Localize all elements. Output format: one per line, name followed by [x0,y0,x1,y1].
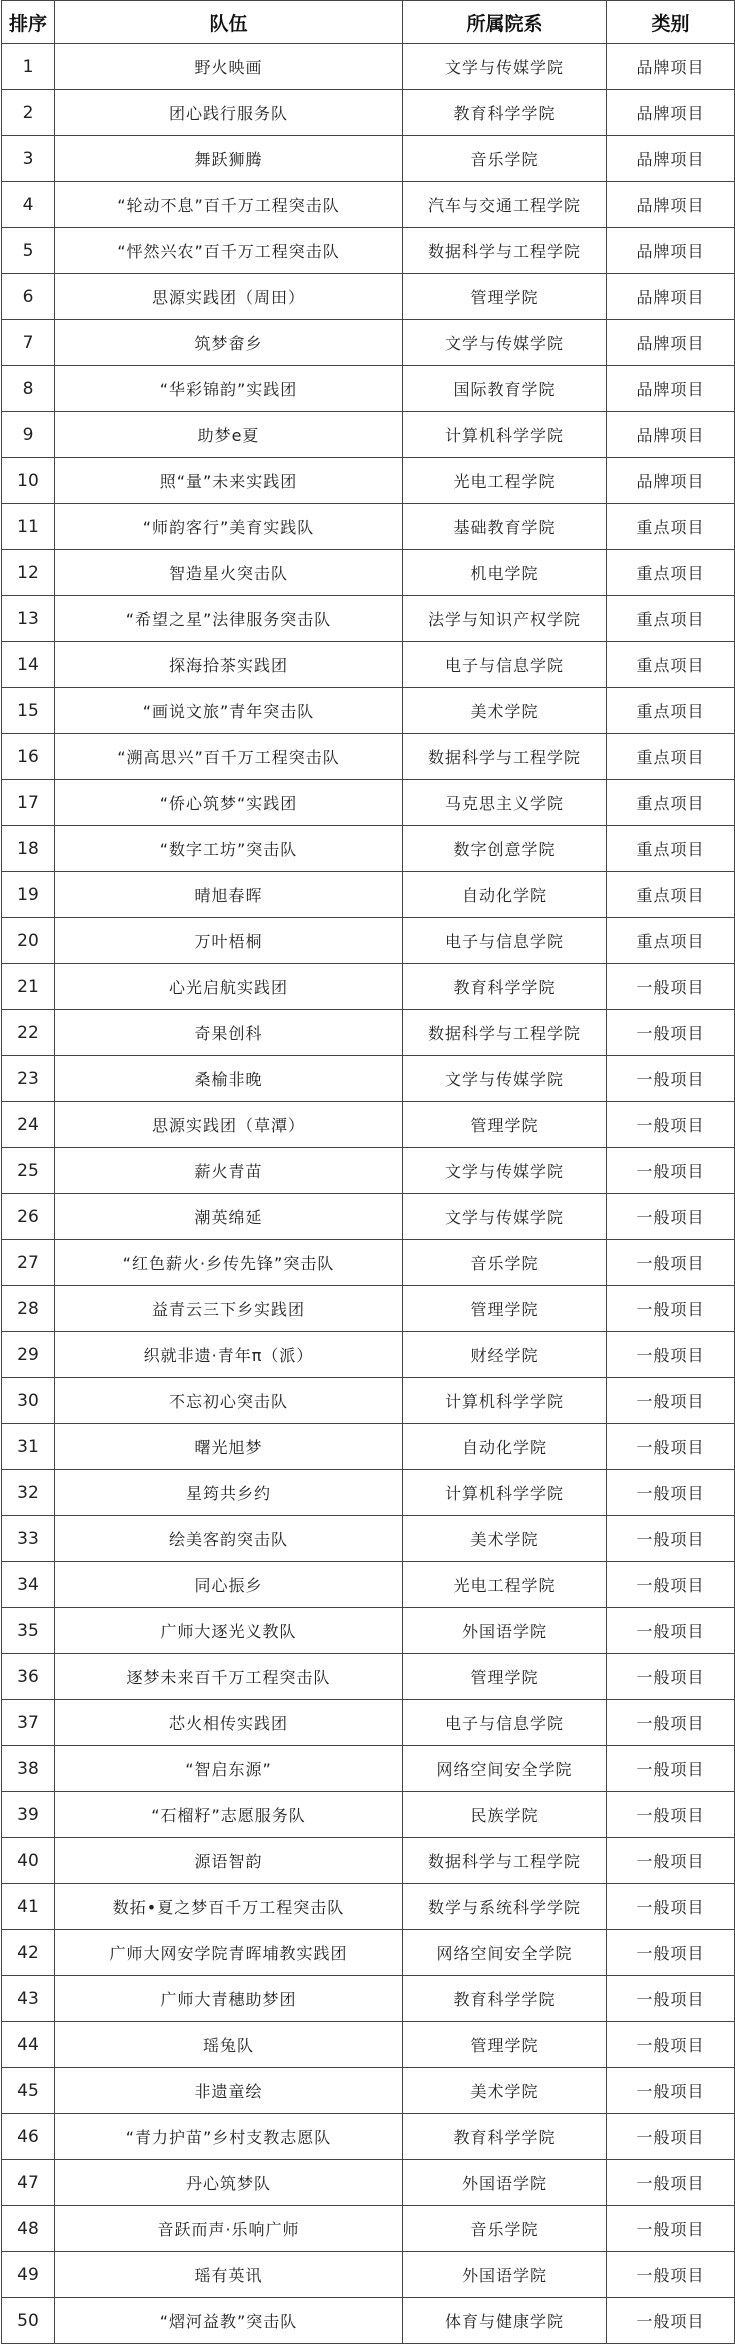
table-row [2,1378,735,1424]
table-row [2,412,735,458]
team-cell: 团心践行服务队 [55,90,403,136]
team-cell: 野火映画 [55,44,403,90]
college-cell: 文学与传媒学院 [403,1056,607,1102]
table-row [2,1654,735,1700]
category-cell: 一般项目 [607,1746,735,1792]
category-cell: 一般项目 [607,1148,735,1194]
team-cell: 绘美客韵突击队 [55,1516,403,1562]
table-row [2,504,735,550]
table-row [2,550,735,596]
rank-cell: 36 [2,1654,55,1700]
table-row [2,1884,735,1930]
table-row [2,1148,735,1194]
category-cell: 一般项目 [607,1240,735,1286]
category-cell: 一般项目 [607,1010,735,1056]
rank-cell: 31 [2,1424,55,1470]
college-cell: 基础教育学院 [403,504,607,550]
rank-cell: 38 [2,1746,55,1792]
team-cell: 瑶兔队 [55,2022,403,2068]
category-cell: 一般项目 [607,1838,735,1884]
team-cell: “智启东源” [55,1746,403,1792]
table-row [2,44,735,90]
rank-cell: 5 [2,228,55,274]
rank-cell: 19 [2,872,55,918]
category-cell: 一般项目 [607,1700,735,1746]
team-cell: “熠河益教”突击队 [55,2298,403,2344]
category-cell: 重点项目 [607,826,735,872]
category-cell: 一般项目 [607,1378,735,1424]
team-cell: 不忘初心突击队 [55,1378,403,1424]
category-cell: 重点项目 [607,872,735,918]
category-cell: 重点项目 [607,734,735,780]
category-cell: 一般项目 [607,2206,735,2252]
college-cell: 体育与健康学院 [403,2298,607,2344]
category-cell: 一般项目 [607,1654,735,1700]
table-row [2,458,735,504]
category-cell: 一般项目 [607,1884,735,1930]
rank-cell: 1 [2,44,55,90]
table-row [2,1102,735,1148]
category-cell: 品牌项目 [607,274,735,320]
table-row [2,1976,735,2022]
category-cell: 品牌项目 [607,44,735,90]
college-cell: 计算机科学学院 [403,412,607,458]
rank-cell: 11 [2,504,55,550]
team-cell: 瑶有英讯 [55,2252,403,2298]
rank-cell: 50 [2,2298,55,2344]
college-cell: 音乐学院 [403,1240,607,1286]
college-cell: 外国语学院 [403,2160,607,2206]
table-header [2,1,735,44]
table-row [2,182,735,228]
college-cell: 文学与传媒学院 [403,1194,607,1240]
team-cell: 万叶梧桐 [55,918,403,964]
team-cell: 广师大网安学院青晖埔教实践团 [55,1930,403,1976]
college-cell: 美术学院 [403,688,607,734]
category-cell: 重点项目 [607,918,735,964]
college-cell: 光电工程学院 [403,1562,607,1608]
category-cell: 品牌项目 [607,412,735,458]
team-cell: 筑梦畲乡 [55,320,403,366]
category-cell: 一般项目 [607,1792,735,1838]
category-cell: 一般项目 [607,1470,735,1516]
rank-cell: 3 [2,136,55,182]
table-row [2,688,735,734]
college-cell: 机电学院 [403,550,607,596]
table-row [2,2068,735,2114]
rank-cell: 39 [2,1792,55,1838]
team-cell: 探海拾茶实践团 [55,642,403,688]
category-cell: 一般项目 [607,1194,735,1240]
table-row [2,1194,735,1240]
team-cell: 非遗童绘 [55,2068,403,2114]
team-cell: 星筠共乡约 [55,1470,403,1516]
category-cell: 一般项目 [607,2022,735,2068]
table-row [2,1470,735,1516]
rank-cell: 32 [2,1470,55,1516]
rank-cell: 7 [2,320,55,366]
rank-cell: 46 [2,2114,55,2160]
team-cell: 广师大青穗助梦团 [55,1976,403,2022]
table-row [2,2114,735,2160]
team-cell: 心光启航实践团 [55,964,403,1010]
table-body [2,44,735,2344]
category-cell: 重点项目 [607,688,735,734]
team-cell: 晴旭春晖 [55,872,403,918]
category-cell: 一般项目 [607,1286,735,1332]
team-cell: 思源实践团（周田） [55,274,403,320]
team-cell: 薪火青苗 [55,1148,403,1194]
table-row [2,1332,735,1378]
rank-cell: 22 [2,1010,55,1056]
category-cell: 品牌项目 [607,458,735,504]
table-row [2,964,735,1010]
table-row [2,2252,735,2298]
category-cell: 一般项目 [607,1424,735,1470]
college-cell: 计算机科学学院 [403,1378,607,1424]
team-cell: 织就非遗·青年π（派） [55,1332,403,1378]
college-cell: 文学与传媒学院 [403,44,607,90]
college-cell: 网络空间安全学院 [403,1746,607,1792]
rank-cell: 16 [2,734,55,780]
rank-cell: 13 [2,596,55,642]
team-cell: “红色薪火·乡传先锋”突击队 [55,1240,403,1286]
college-cell: 数据科学与工程学院 [403,734,607,780]
rank-cell: 17 [2,780,55,826]
team-cell: 思源实践团（草潭） [55,1102,403,1148]
team-cell: 照“量”未来实践团 [55,458,403,504]
team-cell: 同心振乡 [55,1562,403,1608]
team-cell: “怦然兴农”百千万工程突击队 [55,228,403,274]
table-row [2,2022,735,2068]
header-row [2,1,735,44]
rank-cell: 21 [2,964,55,1010]
table-row [2,1516,735,1562]
rank-cell: 26 [2,1194,55,1240]
rank-cell: 37 [2,1700,55,1746]
table-row [2,826,735,872]
category-cell: 品牌项目 [607,366,735,412]
table-row [2,1240,735,1286]
team-cell: 助梦e夏 [55,412,403,458]
rank-cell: 48 [2,2206,55,2252]
rank-cell: 40 [2,1838,55,1884]
college-cell: 外国语学院 [403,1608,607,1654]
college-cell: 光电工程学院 [403,458,607,504]
category-cell: 一般项目 [607,2068,735,2114]
college-cell: 民族学院 [403,1792,607,1838]
table-row [2,274,735,320]
team-cell: 奇果创科 [55,1010,403,1056]
table-row [2,1562,735,1608]
team-cell: “青力护苗”乡村支教志愿队 [55,2114,403,2160]
team-cell: “画说文旅”青年突击队 [55,688,403,734]
category-cell: 一般项目 [607,2298,735,2344]
rank-cell: 45 [2,2068,55,2114]
team-cell: 潮英绵延 [55,1194,403,1240]
table-row [2,2298,735,2344]
table-row [2,872,735,918]
category-cell: 品牌项目 [607,182,735,228]
college-cell: 数字创意学院 [403,826,607,872]
category-cell: 品牌项目 [607,90,735,136]
category-cell: 品牌项目 [607,228,735,274]
team-cell: “数字工坊”突击队 [55,826,403,872]
table-row [2,366,735,412]
team-cell: 桑榆非晚 [55,1056,403,1102]
header-category: 类别 [607,1,735,44]
table-row [2,1700,735,1746]
rank-cell: 10 [2,458,55,504]
rank-cell: 35 [2,1608,55,1654]
college-cell: 管理学院 [403,1286,607,1332]
category-cell: 重点项目 [607,642,735,688]
college-cell: 法学与知识产权学院 [403,596,607,642]
table-row [2,734,735,780]
college-cell: 国际教育学院 [403,366,607,412]
team-cell: 丹心筑梦队 [55,2160,403,2206]
team-ranking-table [1,0,735,2344]
rank-cell: 25 [2,1148,55,1194]
header-college: 所属院系 [403,1,607,44]
rank-cell: 4 [2,182,55,228]
table-row [2,320,735,366]
team-cell: “轮动不息”百千万工程突击队 [55,182,403,228]
college-cell: 美术学院 [403,1516,607,1562]
college-cell: 电子与信息学院 [403,918,607,964]
college-cell: 数据科学与工程学院 [403,1010,607,1056]
college-cell: 数据科学与工程学院 [403,1838,607,1884]
category-cell: 重点项目 [607,504,735,550]
table-row [2,1930,735,1976]
college-cell: 教育科学学院 [403,2114,607,2160]
college-cell: 数据科学与工程学院 [403,228,607,274]
category-cell: 一般项目 [607,1976,735,2022]
table-row [2,1286,735,1332]
table-row [2,136,735,182]
college-cell: 音乐学院 [403,136,607,182]
table-row [2,642,735,688]
header-team: 队伍 [55,1,403,44]
college-cell: 网络空间安全学院 [403,1930,607,1976]
rank-cell: 15 [2,688,55,734]
team-cell: “师韵客行”美育实践队 [55,504,403,550]
college-cell: 管理学院 [403,274,607,320]
category-cell: 一般项目 [607,1608,735,1654]
category-cell: 重点项目 [607,550,735,596]
college-cell: 教育科学学院 [403,90,607,136]
college-cell: 文学与传媒学院 [403,1148,607,1194]
team-cell: 曙光旭梦 [55,1424,403,1470]
college-cell: 管理学院 [403,1654,607,1700]
college-cell: 数学与系统科学学院 [403,1884,607,1930]
category-cell: 一般项目 [607,2114,735,2160]
college-cell: 财经学院 [403,1332,607,1378]
rank-cell: 9 [2,412,55,458]
team-cell: 广师大逐光义教队 [55,1608,403,1654]
table-row [2,2206,735,2252]
category-cell: 一般项目 [607,2160,735,2206]
team-cell: 益青云三下乡实践团 [55,1286,403,1332]
team-cell: “溯高思兴”百千万工程突击队 [55,734,403,780]
table-row [2,228,735,274]
team-cell: 源语智韵 [55,1838,403,1884]
team-cell: 智造星火突击队 [55,550,403,596]
table-row [2,596,735,642]
college-cell: 汽车与交通工程学院 [403,182,607,228]
college-cell: 计算机科学学院 [403,1470,607,1516]
category-cell: 重点项目 [607,596,735,642]
table-row [2,918,735,964]
rank-cell: 23 [2,1056,55,1102]
college-cell: 文学与传媒学院 [403,320,607,366]
category-cell: 一般项目 [607,1516,735,1562]
table-row [2,1608,735,1654]
table-row [2,1010,735,1056]
table-row [2,1424,735,1470]
rank-cell: 24 [2,1102,55,1148]
category-cell: 一般项目 [607,964,735,1010]
college-cell: 管理学院 [403,2022,607,2068]
category-cell: 一般项目 [607,1930,735,1976]
rank-cell: 18 [2,826,55,872]
team-cell: “侨心筑梦“实践团 [55,780,403,826]
rank-cell: 12 [2,550,55,596]
college-cell: 电子与信息学院 [403,642,607,688]
table-row [2,1792,735,1838]
rank-cell: 33 [2,1516,55,1562]
team-cell: 音跃而声·乐响广师 [55,2206,403,2252]
rank-cell: 49 [2,2252,55,2298]
rank-cell: 42 [2,1930,55,1976]
team-cell: 逐梦未来百千万工程突击队 [55,1654,403,1700]
rank-cell: 30 [2,1378,55,1424]
rank-cell: 29 [2,1332,55,1378]
college-cell: 自动化学院 [403,1424,607,1470]
rank-cell: 47 [2,2160,55,2206]
college-cell: 外国语学院 [403,2252,607,2298]
college-cell: 马克思主义学院 [403,780,607,826]
category-cell: 品牌项目 [607,320,735,366]
rank-cell: 6 [2,274,55,320]
team-cell: “华彩锦韵”实践团 [55,366,403,412]
category-cell: 品牌项目 [607,136,735,182]
category-cell: 一般项目 [607,2252,735,2298]
rank-cell: 27 [2,1240,55,1286]
table-row [2,90,735,136]
team-cell: “希望之星”法律服务突击队 [55,596,403,642]
rank-cell: 41 [2,1884,55,1930]
college-cell: 音乐学院 [403,2206,607,2252]
header-rank: 排序 [2,1,55,44]
team-cell: 数拓•夏之梦百千万工程突击队 [55,1884,403,1930]
rank-cell: 43 [2,1976,55,2022]
table-row [2,780,735,826]
category-cell: 一般项目 [607,1056,735,1102]
rank-cell: 20 [2,918,55,964]
college-cell: 教育科学学院 [403,1976,607,2022]
team-cell: 舞跃狮腾 [55,136,403,182]
table-row [2,1838,735,1884]
team-cell: 芯火相传实践团 [55,1700,403,1746]
category-cell: 一般项目 [607,1562,735,1608]
rank-cell: 14 [2,642,55,688]
table-row [2,1746,735,1792]
table-row [2,2160,735,2206]
category-cell: 一般项目 [607,1102,735,1148]
category-cell: 重点项目 [607,780,735,826]
college-cell: 美术学院 [403,2068,607,2114]
rank-cell: 44 [2,2022,55,2068]
category-cell: 一般项目 [607,1332,735,1378]
college-cell: 自动化学院 [403,872,607,918]
rank-cell: 28 [2,1286,55,1332]
team-cell: “石榴籽”志愿服务队 [55,1792,403,1838]
college-cell: 管理学院 [403,1102,607,1148]
table-row [2,1056,735,1102]
college-cell: 电子与信息学院 [403,1700,607,1746]
rank-cell: 2 [2,90,55,136]
college-cell: 教育科学学院 [403,964,607,1010]
rank-cell: 34 [2,1562,55,1608]
rank-cell: 8 [2,366,55,412]
